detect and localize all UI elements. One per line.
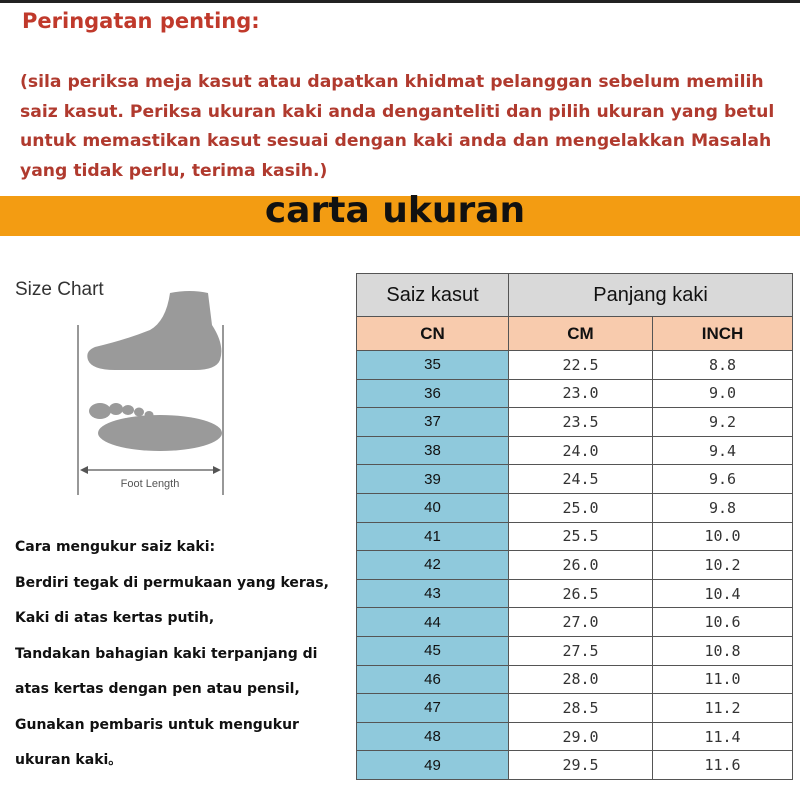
cell-cm: 28.5 bbox=[509, 694, 653, 723]
arrow-right-head bbox=[213, 466, 221, 474]
cell-cm: 25.0 bbox=[509, 493, 653, 522]
cell-cm: 29.0 bbox=[509, 722, 653, 751]
cell-cn: 44 bbox=[357, 608, 509, 637]
cell-cn: 46 bbox=[357, 665, 509, 694]
table-row bbox=[357, 608, 793, 637]
table-row bbox=[357, 551, 793, 580]
top-border bbox=[0, 0, 800, 3]
cell-cn: 38 bbox=[357, 436, 509, 465]
foot-measure-diagram bbox=[70, 285, 235, 500]
cell-cn: 45 bbox=[357, 636, 509, 665]
table-subheader-row bbox=[357, 317, 793, 351]
measuring-instructions bbox=[15, 535, 355, 784]
cell-cn: 37 bbox=[357, 408, 509, 437]
header-shoe-size: Saiz kasut bbox=[357, 274, 509, 317]
table-body bbox=[357, 351, 793, 780]
size-table bbox=[356, 273, 793, 780]
cell-inch: 10.2 bbox=[653, 551, 793, 580]
warning-line: untuk memastikan kasut sesuai dengan kaki anda dan mengelakkan Masalah bbox=[20, 131, 772, 151]
cell-cn: 36 bbox=[357, 379, 509, 408]
cell-inch: 10.8 bbox=[653, 636, 793, 665]
warning-text bbox=[20, 68, 790, 186]
warning-line: saiz kasut. Periksa ukuran kaki anda denganteliti dan pilih ukuran yang betul bbox=[20, 101, 775, 122]
cell-inch: 11.6 bbox=[653, 751, 793, 780]
cell-cm: 23.0 bbox=[509, 379, 653, 408]
cell-cm: 24.0 bbox=[509, 436, 653, 465]
cell-inch: 9.6 bbox=[653, 465, 793, 494]
cell-cn: 40 bbox=[357, 493, 509, 522]
instruction-line: atas kertas dengan pen atau pensil, bbox=[15, 681, 300, 697]
cell-inch: 10.4 bbox=[653, 579, 793, 608]
column-inch: INCH bbox=[653, 317, 793, 351]
column-cm: CM bbox=[509, 317, 653, 351]
cell-cn: 43 bbox=[357, 579, 509, 608]
table-row bbox=[357, 408, 793, 437]
table-row bbox=[357, 351, 793, 380]
cell-cm: 23.5 bbox=[509, 408, 653, 437]
foot-side-icon bbox=[87, 291, 221, 370]
cell-inch: 10.6 bbox=[653, 608, 793, 637]
table-row bbox=[357, 722, 793, 751]
instruction-line: Tandakan bahagian kaki terpanjang di bbox=[15, 645, 318, 662]
arrow-left-head bbox=[80, 466, 88, 474]
cell-cn: 35 bbox=[357, 351, 509, 380]
table-row bbox=[357, 751, 793, 780]
cell-cn: 41 bbox=[357, 522, 509, 551]
foot-length-label: Foot Length bbox=[120, 478, 180, 490]
cell-inch: 9.0 bbox=[653, 379, 793, 408]
table-row bbox=[357, 522, 793, 551]
cell-cm: 22.5 bbox=[509, 351, 653, 380]
cell-inch: 11.4 bbox=[653, 722, 793, 751]
instruction-line: Cara mengukur saiz kaki: bbox=[15, 539, 216, 555]
instruction-line: Berdiri tegak di permukaan yang keras, bbox=[15, 574, 329, 591]
table-header-row bbox=[357, 274, 793, 317]
cell-inch: 11.0 bbox=[653, 665, 793, 694]
cell-cm: 24.5 bbox=[509, 465, 653, 494]
foot-top-icon bbox=[89, 403, 222, 451]
warning-line: (sila periksa meja kasut atau dapatkan khidmat pelanggan sebelum memilih bbox=[20, 72, 764, 92]
cell-cm: 28.0 bbox=[509, 665, 653, 694]
table-row bbox=[357, 465, 793, 494]
table-row bbox=[357, 579, 793, 608]
instruction-line: ukuran kaki。 bbox=[15, 752, 123, 768]
cell-cm: 27.0 bbox=[509, 608, 653, 637]
cell-inch: 11.2 bbox=[653, 694, 793, 723]
table-row bbox=[357, 493, 793, 522]
cell-cn: 39 bbox=[357, 465, 509, 494]
table-row bbox=[357, 379, 793, 408]
banner-title: carta ukuran bbox=[264, 190, 526, 231]
cell-cn: 48 bbox=[357, 722, 509, 751]
instruction-line: Kaki di atas kertas putih, bbox=[15, 610, 215, 626]
cell-cm: 29.5 bbox=[509, 751, 653, 780]
cell-cm: 26.0 bbox=[509, 551, 653, 580]
column-cn: CN bbox=[357, 317, 509, 351]
cell-inch: 8.8 bbox=[653, 351, 793, 380]
table-row bbox=[357, 665, 793, 694]
table-row bbox=[357, 436, 793, 465]
cell-cm: 27.5 bbox=[509, 636, 653, 665]
cell-cm: 25.5 bbox=[509, 522, 653, 551]
cell-inch: 9.4 bbox=[653, 436, 793, 465]
instruction-line: Gunakan pembaris untuk mengukur bbox=[15, 716, 299, 733]
table-row bbox=[357, 636, 793, 665]
cell-cn: 49 bbox=[357, 751, 509, 780]
warning-line: yang tidak perlu, terima kasih.) bbox=[20, 160, 328, 181]
cell-cn: 47 bbox=[357, 694, 509, 723]
cell-cn: 42 bbox=[357, 551, 509, 580]
cell-cm: 26.5 bbox=[509, 579, 653, 608]
warning-title: Peringatan penting: bbox=[22, 9, 260, 33]
size-chart-label: Size Chart bbox=[15, 279, 104, 300]
cell-inch: 9.2 bbox=[653, 408, 793, 437]
cell-inch: 9.8 bbox=[653, 493, 793, 522]
header-foot-length: Panjang kaki bbox=[509, 274, 793, 317]
cell-inch: 10.0 bbox=[653, 522, 793, 551]
table-row bbox=[357, 694, 793, 723]
